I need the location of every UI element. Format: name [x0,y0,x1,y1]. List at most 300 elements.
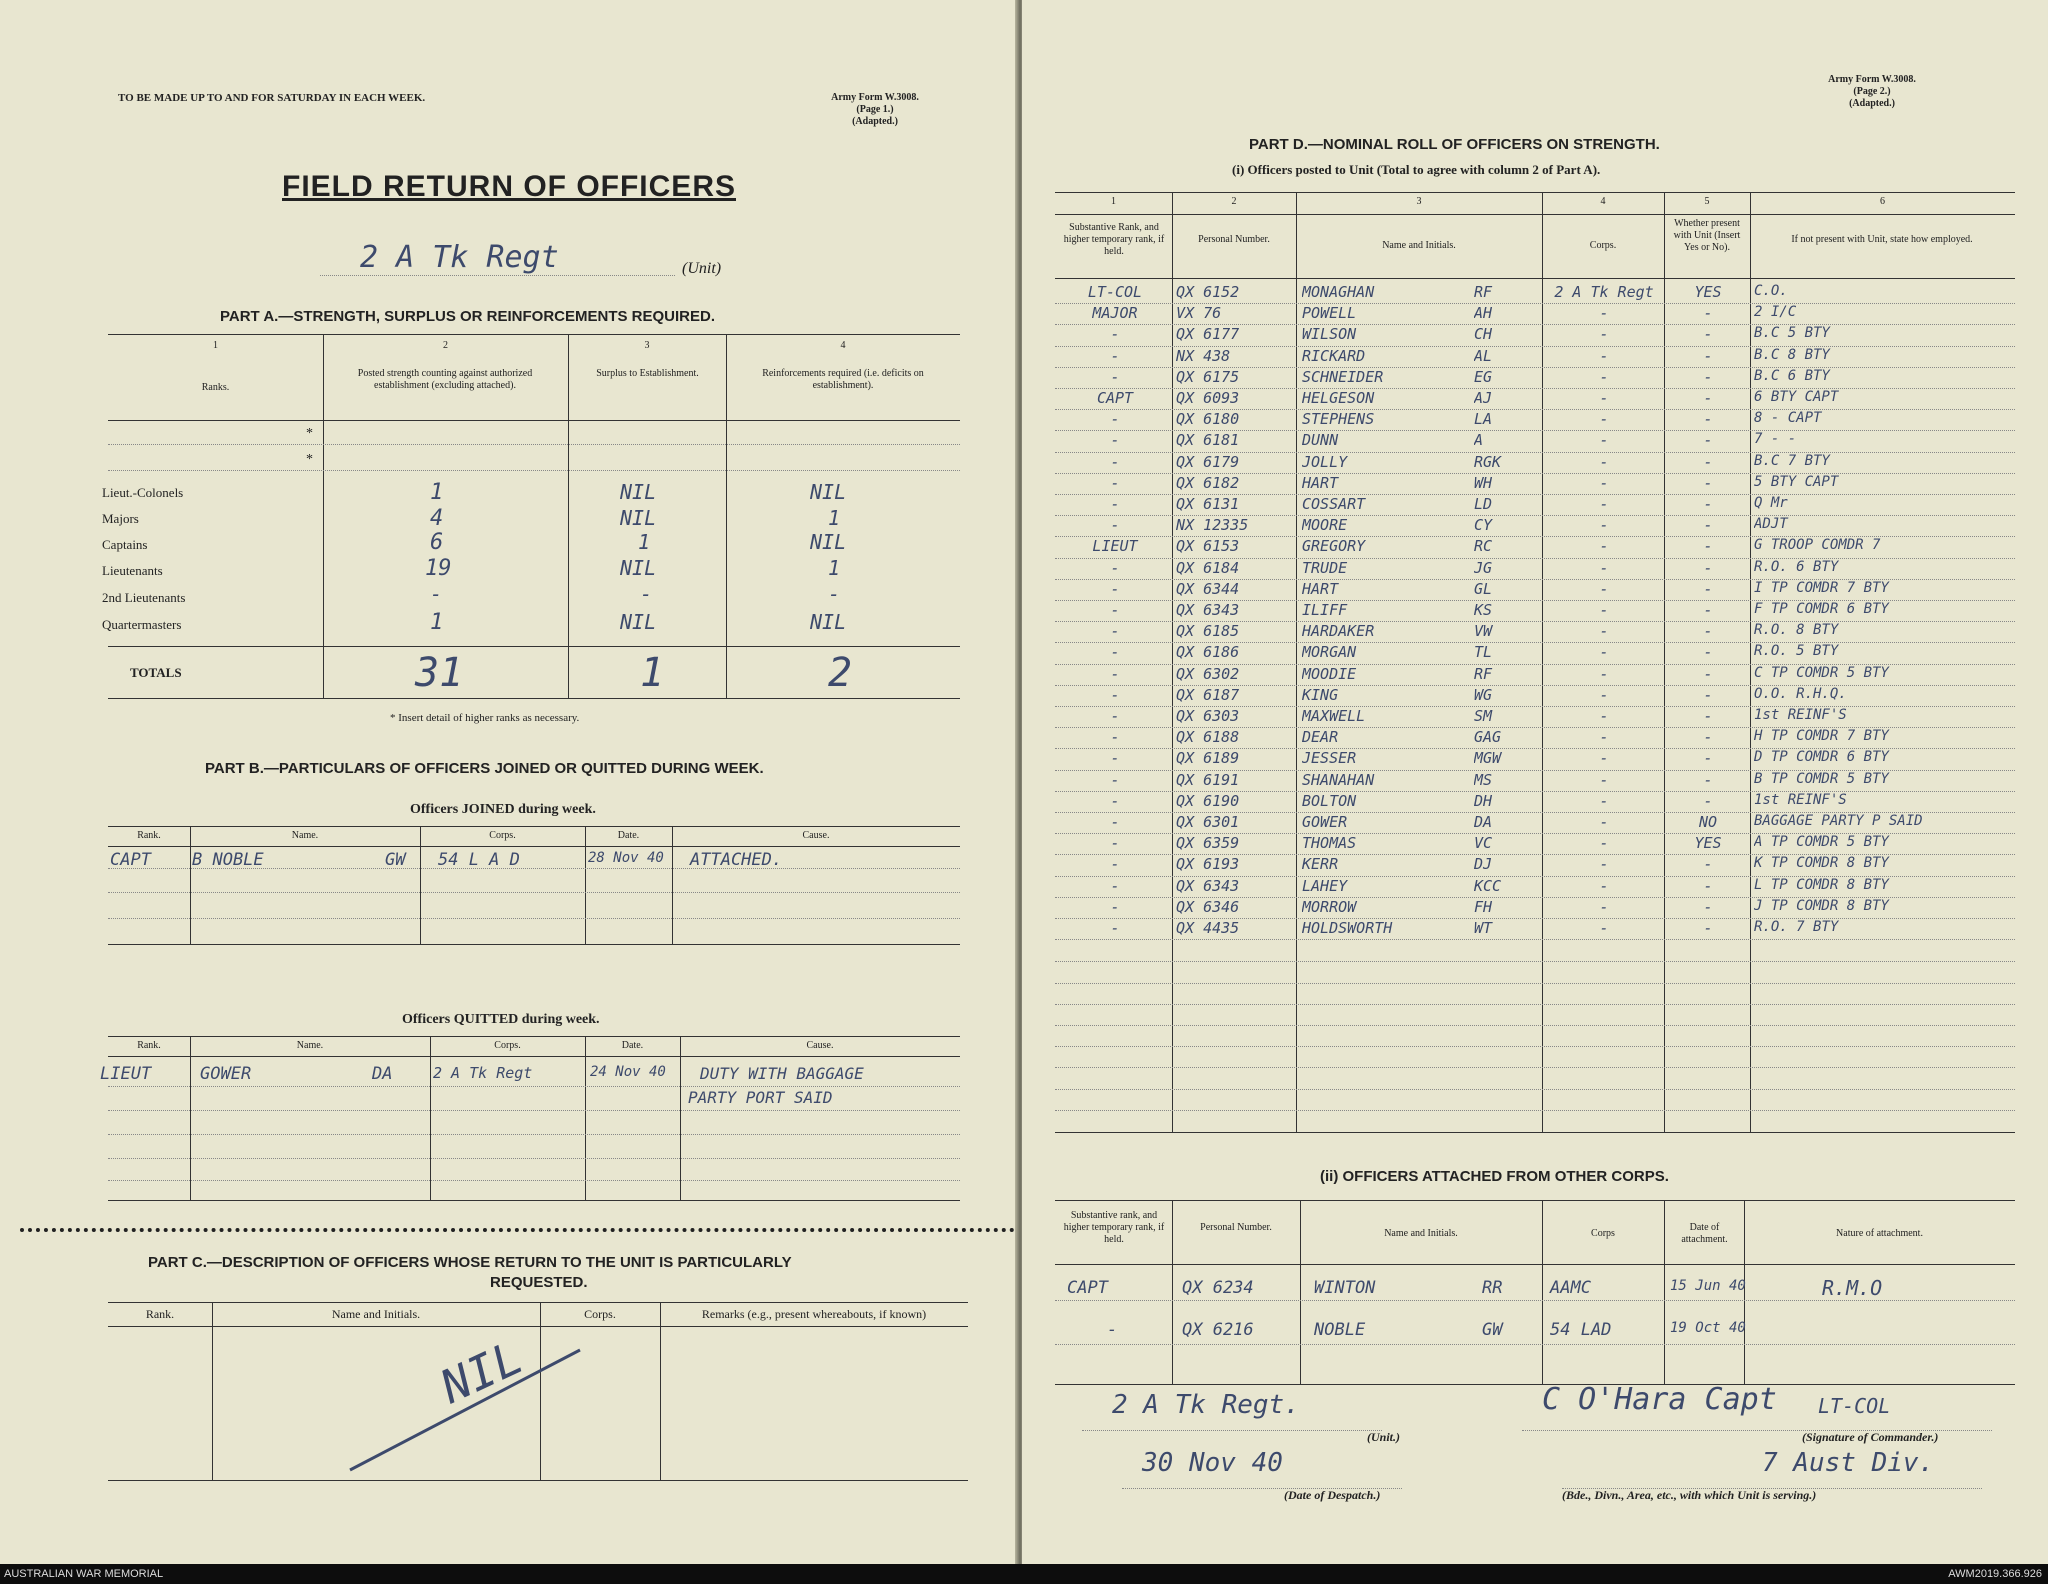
roll-name: ILIFF [1302,601,1348,619]
roll-corps: - [1599,643,1609,662]
roll-init: DH [1474,791,1493,810]
roll-corps: - [1599,707,1609,725]
roll-present: NO [1698,813,1718,831]
roll-num: QX 6193 [1176,855,1240,874]
col-head-name: Name and Initials. [1382,240,1456,251]
roll-emp: B.C 7 BTY [1754,452,1830,469]
signature: C O'Hara Capt [1542,1382,1777,1417]
form-adapted: (Adapted.) [1849,98,1895,109]
roll-init: AH [1474,304,1493,323]
roll-init: AJ [1474,389,1493,407]
unit-value: 2 A Tk Regt [360,240,559,275]
roll-emp: 2 I/C [1754,304,1797,321]
roll-present: - [1703,558,1713,577]
roll-init: MS [1474,770,1493,789]
roll-emp: B TP COMDR 5 BTY [1754,770,1889,787]
roll-init: SM [1474,707,1493,725]
roll-rank: - [1110,558,1120,577]
surplus-value: NIL [620,556,657,580]
part-c-heading-2: REQUESTED. [490,1274,588,1291]
roll-num: QX 6191 [1176,770,1240,789]
roll-emp: O.O. R.H.Q. [1754,685,1847,702]
rank-label: Majors [102,511,139,526]
roll-init: RGK [1474,452,1502,471]
roll-name: DEAR [1302,728,1339,747]
roll-init: CH [1474,325,1493,344]
roll-corps: - [1599,728,1609,747]
roll-num: QX 6181 [1176,431,1240,450]
roll-name: MORROW [1302,897,1357,916]
roll-num: QX 6153 [1176,537,1240,556]
roll-init: FH [1474,897,1493,916]
roll-rank: - [1110,431,1120,450]
roll-present: - [1703,707,1713,725]
roll-rank: - [1110,770,1120,789]
roll-init: AL [1474,346,1493,365]
roll-corps: - [1599,579,1609,598]
reinf-value: 1 [828,556,841,580]
signature-label: (Signature of Commander.) [1802,1430,1939,1444]
roll-corps: - [1599,601,1609,619]
rank-label: Lieut.-Colonels [102,485,184,500]
roll-emp: ADJT [1754,516,1788,533]
roll-rank: - [1110,452,1120,471]
perforation-line [20,1228,1015,1232]
roll-rank: - [1110,325,1120,344]
surplus-value: NIL [620,480,657,504]
roll-init: GL [1474,579,1493,598]
part-a-footnote: * Insert detail of higher ranks as necessary. [390,712,580,724]
roll-present: - [1703,919,1713,937]
roll-corps: - [1599,813,1609,831]
roll-rank: CAPT [1096,389,1134,407]
roll-present: - [1703,325,1713,344]
roll-num: QX 6152 [1176,283,1240,301]
roll-emp: R.O. 5 BTY [1754,643,1839,660]
roll-name: HART [1302,473,1339,492]
roll-rank: - [1110,622,1120,641]
roll-emp: K TP COMDR 8 BTY [1754,855,1889,872]
roll-emp: I TP COMDR 7 BTY [1754,579,1889,596]
initials: DA [372,1064,393,1084]
col-remarks: Remarks (e.g., present whereabouts, if known) [701,1307,927,1321]
roll-init: KCC [1474,876,1502,895]
col-num-5: 5 [1704,196,1710,207]
roll-present: - [1703,791,1713,810]
att-col-number: Personal Number. [1200,1222,1272,1233]
roll-present: - [1703,579,1713,598]
roll-present: - [1703,410,1713,429]
roll-rank: - [1110,643,1120,662]
form-number-block [1792,74,1952,110]
roll-corps: - [1599,876,1609,895]
roll-emp: F TP COMDR 6 BTY [1754,601,1889,617]
roll-rank: - [1110,707,1120,725]
att-col-name: Name and Initials. [1384,1228,1458,1239]
roll-corps: - [1599,685,1609,704]
form-adapted: (Adapted.) [852,116,898,127]
page-title: FIELD RETURN OF OFFICERS [282,170,736,203]
roll-corps: 2 A Tk Regt [1554,283,1654,301]
roll-emp: L TP COMDR 8 BTY [1754,876,1889,893]
col-rank: Rank. [137,830,161,841]
name: GOWER [200,1064,252,1084]
roll-emp: R.O. 8 BTY [1754,622,1839,639]
form-page: (Page 2.) [1853,86,1891,97]
quitted-heading: Officers QUITTED during week. [402,1012,600,1027]
roll-emp: R.O. 6 BTY [1754,558,1839,575]
col-head-reinf: Reinforcements required (i.e. deficits on establishment). [762,368,924,391]
roll-emp: 5 BTY CAPT [1754,473,1839,490]
roll-rank: - [1110,791,1120,810]
col-cause: Cause. [802,830,830,841]
col-num-2: 2 [443,340,448,351]
corps: 54 LAD [1550,1320,1612,1340]
roll-emp: B.C 5 BTY [1754,325,1830,342]
rank: CAPT [110,850,151,870]
roll-num: QX 6359 [1176,834,1240,853]
number: QX 6216 [1182,1320,1254,1340]
roll-name: COSSART [1302,495,1366,513]
roll-init: RF [1474,664,1493,683]
roll-name: JOLLY [1302,452,1348,471]
roll-rank: - [1110,876,1120,895]
footer-unit-label: (Unit.) [1367,1430,1400,1444]
date: 15 Jun 40 [1670,1278,1746,1294]
part-a-heading: PART A.—STRENGTH, SURPLUS OR REINFORCEMENTS REQUIRED. [220,308,716,325]
roll-corps: - [1599,473,1609,492]
roll-init: VC [1474,834,1493,853]
reinf-value: 1 [828,506,841,530]
signature-rank: LT-COL [1818,1394,1891,1418]
page-1 [0,0,1018,1564]
roll-present: - [1703,876,1713,895]
roll-corps: - [1599,410,1609,429]
roll-present: - [1703,601,1713,619]
roll-emp: BAGGAGE PARTY P SAID [1754,813,1923,829]
roll-corps: - [1599,664,1609,683]
roll-name: THOMAS [1302,834,1357,853]
roll-num: QX 6187 [1176,685,1240,704]
roll-emp: A TP COMDR 5 BTY [1754,834,1889,851]
star-1: * [306,426,313,441]
roll-init: DJ [1474,855,1493,874]
roll-present: - [1703,346,1713,365]
roll-emp: B.C 8 BTY [1754,346,1830,363]
col-name: Name and Initials. [331,1307,421,1321]
roll-emp: 7 - - [1754,431,1797,448]
surplus-value: NIL [620,610,657,634]
surplus-value: 1 [638,530,651,554]
rank-label: Lieutenants [102,563,163,578]
roll-corps: - [1599,346,1609,365]
roll-corps: - [1599,919,1609,937]
roll-rank: - [1110,410,1120,429]
roll-present: - [1703,304,1713,323]
joined-heading: Officers JOINED during week. [410,802,596,817]
part-c-heading: PART C.—DESCRIPTION OF OFFICERS WHOSE RETURN TO THE UNIT IS PARTICULARLY [148,1254,792,1271]
roll-emp: C TP COMDR 5 BTY [1754,664,1889,681]
col-head-corps: Corps. [1589,240,1617,251]
roll-name: BOLTON [1302,791,1357,810]
roll-rank: - [1110,919,1120,937]
roll-corps: - [1599,791,1609,810]
roll-num: QX 6185 [1176,622,1240,641]
instruction-text: TO BE MADE UP TO AND FOR SATURDAY IN EACH WEEK. [118,92,426,104]
roll-num: QX 6131 [1176,495,1240,513]
form-number: Army Form W.3008. [831,92,919,103]
roll-num: QX 6303 [1176,707,1240,725]
bde-value: 7 Aust Div. [1762,1448,1935,1478]
corps: 54 L A D [438,850,520,870]
roll-present: - [1703,897,1713,916]
roll-name: TRUDE [1302,558,1348,577]
roll-name: SCHNEIDER [1302,367,1384,386]
nature: R.M.O [1822,1276,1883,1300]
form-number-block [800,92,950,128]
roll-corps: - [1599,770,1609,789]
corps: AAMC [1550,1278,1591,1298]
roll-init: CY [1474,516,1493,535]
rank: LIEUT [100,1064,152,1084]
roll-emp: J TP COMDR 8 BTY [1754,897,1889,914]
roll-rank: - [1110,749,1120,768]
roll-emp: 1st REINF'S [1754,707,1847,723]
star-2: * [306,452,313,467]
att-col-rank: Substantive rank, and higher temporary rank, if held. [1063,1210,1165,1245]
roll-num: QX 6180 [1176,410,1240,429]
totals-reinf: 2 [828,650,853,696]
roll-name: HOLDSWORTH [1302,919,1393,937]
col-num-4: 4 [1600,196,1606,207]
roll-num: NX 438 [1176,346,1231,365]
roll-present: YES [1694,834,1722,853]
col-head-rank: Substantive Rank, and higher temporary rank, if held. [1063,222,1165,257]
totals-label: TOTALS [130,665,182,680]
col-head-employed: If not present with Unit, state how employed. [1791,234,1973,245]
roll-corps: - [1599,431,1609,450]
part-c-nil: NIL [432,1329,531,1415]
roll-init: EG [1474,367,1493,386]
totals-surplus: 1 [640,650,665,696]
reinf-value: NIL [810,530,847,554]
roll-corps: - [1599,325,1609,344]
roll-corps: - [1599,558,1609,577]
att-col-corps: Corps [1591,1228,1615,1239]
roll-name: MAXWELL [1302,707,1366,725]
roll-emp: 1st REINF'S [1754,791,1847,808]
roll-init: VW [1474,622,1493,641]
roll-num: QX 6346 [1176,897,1240,916]
cause: DUTY WITH BAGGAGE [700,1064,864,1083]
posted-value: 4 [430,506,444,531]
reinf-value: NIL [810,480,847,504]
surplus-value: - [640,582,653,606]
roll-rank: LIEUT [1092,537,1138,556]
col-num-3: 3 [644,340,650,351]
col-num-4: 4 [840,340,846,351]
totals-posted: 31 [415,650,464,696]
roll-name: SHANAHAN [1302,770,1375,789]
col-rank: Rank. [145,1307,175,1321]
roll-emp: R.O. 7 BTY [1754,919,1839,935]
col-cause: Cause. [806,1040,834,1051]
roll-num: QX 6177 [1176,325,1240,344]
roll-corps: - [1599,834,1609,853]
date: 19 Oct 40 [1670,1320,1746,1336]
col-num-3: 3 [1416,196,1422,207]
roll-name: WILSON [1302,325,1357,344]
footer-unit-value: 2 A Tk Regt. [1112,1390,1300,1420]
roll-num: QX 6186 [1176,643,1240,662]
roll-init: MGW [1474,749,1502,768]
roll-name: KERR [1302,855,1339,874]
rank-label: 2nd Lieutenants [102,590,186,605]
roll-present: - [1703,855,1713,874]
col-num-1: 1 [1111,196,1116,207]
col-head-surplus: Surplus to Establishment. [596,368,699,379]
form-page: (Page 1.) [856,104,894,115]
roll-emp: 8 - CAPT [1754,410,1822,427]
roll-emp: B.C 6 BTY [1754,367,1830,384]
roll-corps: - [1599,452,1609,471]
col-corps: Corps. [584,1307,616,1321]
roll-present: - [1703,495,1713,513]
roll-num: QX 6175 [1176,367,1240,386]
roll-emp: G TROOP COMDR 7 [1754,537,1881,554]
roll-num: QX 6302 [1176,664,1240,683]
roll-num: QX 6184 [1176,558,1240,577]
roll-present: - [1703,367,1713,386]
col-name: Name. [296,1040,324,1051]
col-date: Date. [617,830,640,841]
roll-name: MOODIE [1302,664,1357,683]
roll-present: - [1703,643,1713,662]
roll-init: GAG [1474,728,1502,747]
roll-present: - [1703,537,1713,556]
archive-footer [0,1564,2048,1584]
roll-present: - [1703,728,1713,747]
roll-rank: MAJOR [1092,304,1138,323]
roll-rank: - [1110,728,1120,747]
col-head-posted: Posted strength counting against authorized establishment (excluding attached). [357,368,533,391]
roll-name: RICKARD [1302,346,1366,365]
roll-rank: - [1110,855,1120,874]
unit-label: (Unit) [682,260,722,277]
roll-emp: H TP COMDR 7 BTY [1754,728,1889,745]
roll-emp: C.O. [1754,283,1788,299]
rank-label: Quartermasters [102,617,182,632]
roll-rank: - [1110,367,1120,386]
col-num-6: 6 [1880,196,1885,207]
col-head-present: Whether present with Unit (Insert Yes or No). [1673,218,1741,253]
posted-value: 19 [425,556,452,581]
roll-num: NX 12335 [1176,516,1249,535]
col-date: Date. [621,1040,644,1051]
roll-emp: 6 BTY CAPT [1754,389,1839,405]
roll-corps: - [1599,516,1609,535]
roll-present: - [1703,452,1713,471]
roll-init: WG [1474,685,1493,704]
col-corps: Corps. [489,830,516,841]
roll-emp: D TP COMDR 6 BTY [1754,749,1889,766]
archive-name: AUSTRALIAN WAR MEMORIAL [4,1568,164,1580]
roll-present: - [1703,770,1713,789]
roll-name: GREGORY [1302,537,1366,556]
roll-rank: - [1110,516,1120,535]
initials: GW [385,850,406,870]
col-head-ranks: Ranks. [201,382,230,393]
roll-corps: - [1599,304,1609,323]
roll-init: RF [1474,283,1493,301]
roll-init: LA [1474,410,1493,429]
roll-num: QX 6301 [1176,813,1240,831]
roll-rank: - [1110,897,1120,916]
name: WINTON [1314,1278,1376,1298]
number: QX 6234 [1182,1278,1254,1298]
roll-corps: - [1599,749,1609,768]
date: 28 Nov 40 [588,850,664,866]
roll-emp: Q Mr [1754,495,1788,511]
bde-label: (Bde., Divn., Area, etc., with which Unit is serving.) [1562,1488,1817,1502]
roll-num: QX 6344 [1176,579,1240,598]
strike-mark [330,1330,610,1480]
roll-present: - [1703,389,1713,407]
col-head-number: Personal Number. [1198,234,1270,245]
roll-name: HELGESON [1302,389,1375,407]
rank: CAPT [1067,1278,1108,1298]
roll-present: - [1703,473,1713,492]
reinf-value: NIL [810,610,847,634]
col-name: Name. [291,830,319,841]
roll-num: QX 6182 [1176,473,1240,492]
roll-name: MONAGHAN [1302,283,1375,301]
roll-name: HARDAKER [1302,622,1375,641]
initials: GW [1482,1320,1503,1340]
roll-num: QX 6188 [1176,728,1240,747]
roll-name: HART [1302,579,1339,598]
roll-name: JESSER [1302,749,1357,768]
roll-num: QX 6093 [1176,389,1240,407]
roll-init: TL [1474,643,1493,662]
cause: ATTACHED. [690,850,783,870]
col-num-2: 2 [1231,196,1237,207]
roll-num: QX 4435 [1176,919,1240,937]
roll-rank: - [1110,813,1120,831]
reinf-value: - [828,582,841,606]
rank: - [1107,1320,1118,1340]
name: B NOBLE [192,850,264,870]
part-b-heading: PART B.—PARTICULARS OF OFFICERS JOINED OR QUITTED DURING WEEK. [205,760,764,777]
roll-init: WH [1474,473,1493,492]
roll-corps: - [1599,389,1609,407]
roll-name: STEPHENS [1302,410,1375,429]
roll-corps: - [1599,622,1609,641]
roll-rank: - [1110,495,1120,513]
roll-present: - [1703,622,1713,641]
roll-corps: - [1599,495,1609,513]
roll-present: - [1703,664,1713,683]
roll-present: - [1703,431,1713,450]
roll-present: YES [1694,283,1722,301]
roll-corps: - [1599,537,1609,556]
posted-value: - [430,582,443,606]
att-col-date: Date of attachment. [1681,1222,1728,1245]
roll-rank: - [1110,664,1120,683]
part-d-subheading: (i) Officers posted to Unit (Total to agree with column 2 of Part A). [1232,162,1601,177]
roll-num: QX 6189 [1176,749,1240,768]
roll-present: - [1703,516,1713,535]
